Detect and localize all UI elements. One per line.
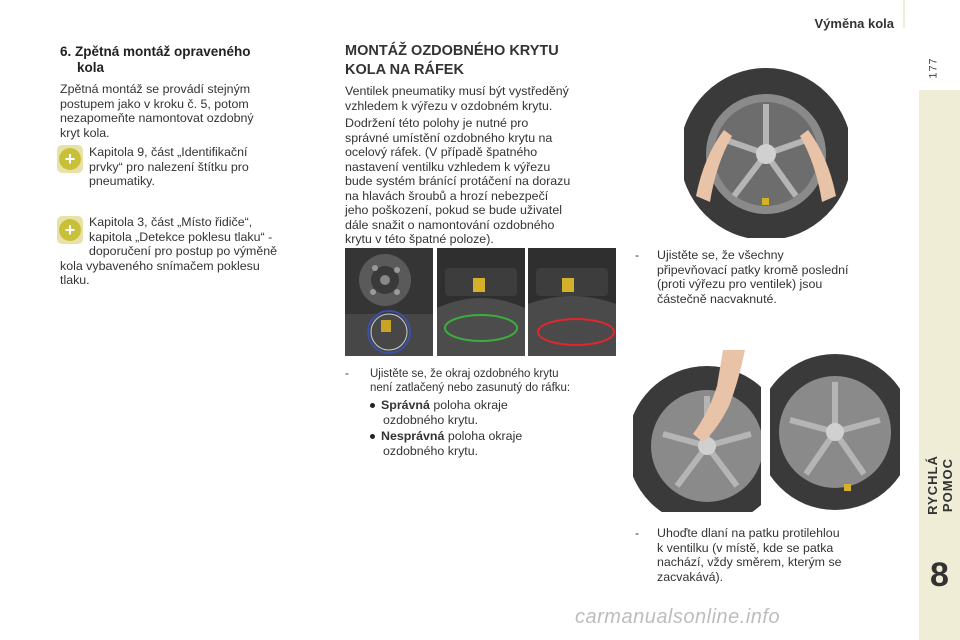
intro-line: postupem jako v kroku č. 5, potom	[60, 96, 249, 111]
intro-line: Zpětná montáž se provádí stejným	[60, 82, 251, 96]
chapter-number: 8	[930, 556, 949, 594]
para-line: vzhledem k výřezu v ozdobném krytu.	[345, 98, 553, 113]
step-heading-line2: kola	[77, 60, 105, 75]
step-line: připevňovací patky kromě poslední	[657, 262, 849, 277]
note-line: pneumatiky.	[89, 174, 155, 188]
note-line: kapitola „Detekce poklesu tlaku“ -	[89, 229, 273, 244]
valve-paragraph	[345, 84, 625, 113]
wheel-hands-illustration	[684, 46, 848, 238]
clips-step	[657, 248, 917, 306]
note-line: Kapitola 9, část „Identifikační	[89, 145, 248, 159]
palm-strike-step	[657, 526, 917, 584]
para-line: jeho poškození, pokud se bude uživatel	[345, 203, 562, 217]
bullet-incorrect	[370, 429, 610, 458]
note-line: doporučení pro postup po výměně	[89, 244, 278, 258]
bullet-dot	[370, 434, 375, 439]
para-line: Dodržení této polohy je nutné pro	[345, 116, 529, 130]
plus-icon: +	[59, 148, 81, 170]
bullet-text: ozdobného krytu.	[383, 412, 479, 427]
hub-valve-illustration	[345, 248, 433, 356]
para-line: dále snažit o namontování ozdobného	[345, 217, 555, 232]
photo-correct-position	[437, 248, 525, 356]
step-line: (proti výřezu pro ventilek) jsou	[657, 277, 823, 291]
photo-incorrect-position	[528, 248, 616, 356]
para-line: ocelový ráfek. (V případě špatného	[345, 145, 538, 159]
bullet-text: ozdobného krytu.	[383, 443, 479, 458]
fitted-wheel-illustration	[770, 350, 900, 512]
step-line: Ujistěte se, že všechny	[657, 248, 784, 262]
step-heading-line1: 6. Zpětná montáž opraveného	[60, 44, 251, 59]
para-line: správné umístění ozdobného krytu na	[345, 130, 553, 145]
palm-strike-illustration	[633, 350, 761, 512]
para-line: bude systém bránící protáčení na dorazu	[345, 174, 571, 188]
bullet-label-correct: Správná	[381, 398, 430, 412]
step-line: částečně nacvaknuté.	[657, 291, 777, 306]
intro-line: nezapomeňte namontovat ozdobný	[60, 111, 254, 125]
note-line: tlaku.	[60, 273, 90, 287]
bullet-dot	[370, 403, 375, 408]
note-line: Kapitola 3, část „Místo řidiče“,	[89, 215, 253, 229]
list-dash: -	[345, 368, 349, 380]
para-line: Ventilek pneumatiky musí být vystředěný	[345, 84, 569, 98]
photo-hub-valve	[345, 248, 433, 356]
watermark: carmanualsonline.info	[575, 606, 781, 628]
photo-fitted-wheel	[770, 350, 900, 512]
header-divider	[903, 0, 905, 28]
photo-palm-strike	[633, 350, 761, 512]
para-line: nastavení ventilku vzhledem k výřezu	[345, 159, 551, 174]
check-edge-step	[370, 368, 630, 395]
note-reference	[89, 145, 329, 189]
plus-icon: +	[59, 219, 81, 241]
section-title: Výměna kola	[814, 16, 894, 31]
para-line: krytu v této špatné poloze).	[345, 232, 494, 246]
section-heading-line1: MONTÁŽ OZDOBNÉHO KRYTU	[345, 43, 559, 59]
bullet-text: poloha okraje	[429, 398, 508, 412]
step-line: není zatlačený nebo zasunutý do ráfku:	[370, 381, 571, 394]
step-line: nachází, vždy směrem, kterým se	[657, 555, 842, 569]
list-dash: -	[635, 248, 640, 262]
step-line: Ujistěte se, že okraj ozdobného krytu	[370, 368, 559, 380]
section-heading	[345, 42, 625, 80]
step-line: Uhoďte dlaní na patku protilehlou	[657, 526, 840, 540]
position-paragraph	[345, 116, 625, 247]
step-heading	[60, 44, 320, 76]
note-line: kola vybaveného snímačem poklesu	[60, 258, 260, 273]
step-line: k ventilku (v místě, kde se patka	[657, 540, 834, 555]
para-line: na hlavách šroubů a hrozí nebezpečí	[345, 188, 549, 203]
note-line: prvky“ pro nalezení štítku pro	[89, 159, 249, 174]
page-number: 177	[927, 57, 940, 79]
intro-paragraph	[60, 82, 320, 140]
section-heading-line2: KOLA NA RÁFEK	[345, 62, 464, 78]
bullet-correct	[370, 398, 610, 427]
bullet-label-incorrect: Nesprávná	[381, 429, 445, 443]
photo-wheel-hands	[684, 46, 848, 238]
chapter-label: RYCHLÁ POMOC	[925, 455, 955, 515]
intro-line: kryt kola.	[60, 125, 110, 140]
note-reference	[60, 215, 330, 288]
correct-position-illustration	[437, 248, 525, 356]
bullet-text: poloha okraje	[444, 429, 523, 443]
incorrect-position-illustration	[528, 248, 616, 356]
step-line: zacvakává).	[657, 569, 724, 584]
list-dash: -	[635, 526, 640, 540]
